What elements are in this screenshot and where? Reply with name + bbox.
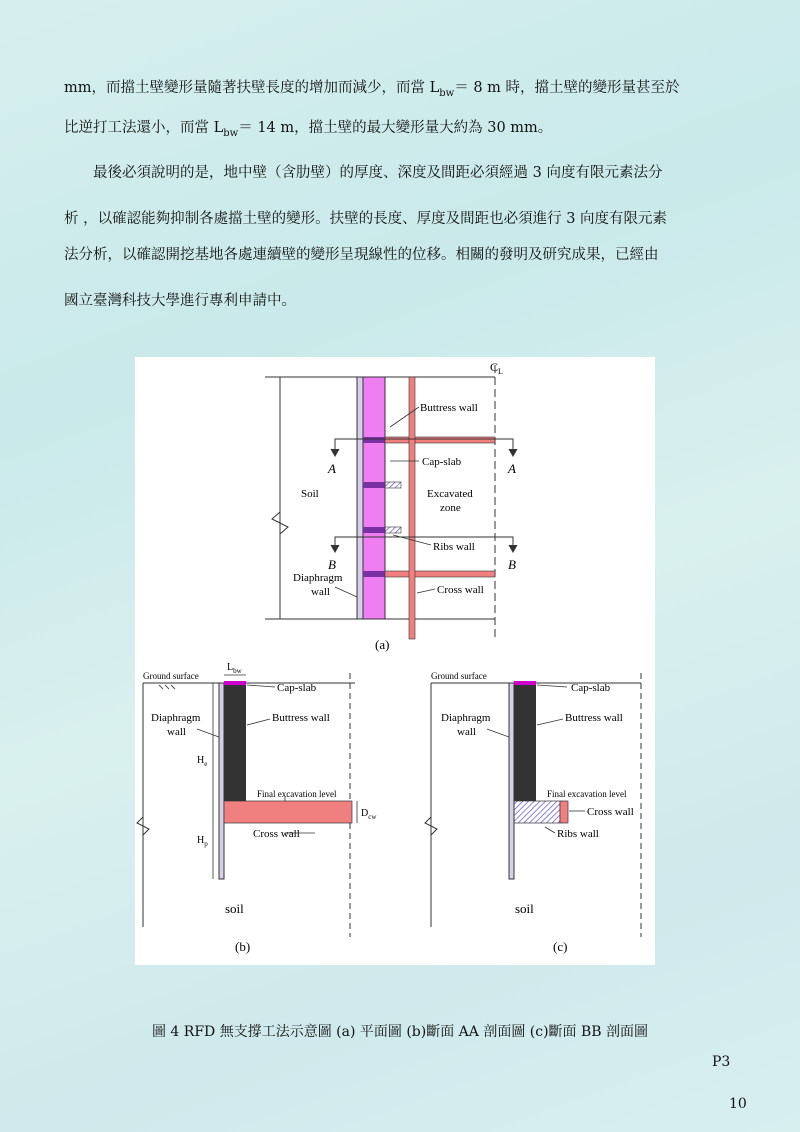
cap-slab-a3: [363, 527, 385, 533]
final-excavation-c: Final excavation level: [547, 789, 627, 799]
he-dim: $H_e$: [197, 755, 208, 768]
hp-dim: $H_p$: [197, 835, 208, 848]
diaphragm-wall-a: [357, 377, 363, 619]
section-b-right: B: [508, 557, 516, 572]
body-line-1: [64, 78, 736, 104]
label-capslab-a: Cap-slab: [422, 456, 462, 468]
label-diaphragm-c1: Diaphragm: [441, 712, 491, 724]
figure-caption: 圖 4 RFD 無支撐工法示意圖 (a) 平面圖 (b)斷面 AA 剖面圖 (c)斷面 BB 剖面圖: [151, 1024, 649, 1040]
cap-slab-a2: [363, 482, 385, 488]
buttress-wall-a: [363, 377, 385, 619]
centerline-a: $C_L$: [490, 360, 503, 376]
body-line-6: 國立臺灣科技大學進行專利申請中。: [64, 293, 296, 309]
body-line-5: 法分析，以確認開挖基地各處連續壁的變形呈現線性的位移。相關的發明及研究成果，已經由: [64, 247, 659, 263]
lbw-subscript: bw: [223, 127, 239, 139]
section-a-left: A: [328, 461, 336, 476]
buttress-spine-a: [409, 377, 415, 639]
label-buttress-c: Buttress wall: [565, 712, 623, 724]
lbw-dim: $L_{bw}$: [227, 662, 242, 675]
body-line-1-a: mm，而擋土壁變形量隨著扶壁長度的增加而減少，而當 L: [64, 80, 440, 96]
cap-slab-a1: [363, 437, 385, 443]
figure-c-label: (c): [553, 939, 568, 954]
label-capslab-c: Cap-slab: [571, 682, 611, 694]
figure-4-drawing: [135, 357, 655, 965]
cross-wall-a1: [385, 437, 495, 443]
body-line-2-a: 比逆打工法還小，而當 L: [64, 120, 224, 136]
buttress-wall-c: [514, 683, 536, 801]
label-ribs-a: Ribs wall: [433, 541, 475, 553]
ribs-wall-a2: [385, 527, 401, 533]
ground-surface-b: Ground surface: [143, 671, 199, 681]
page-code: P3: [712, 1054, 731, 1070]
page-number: 10: [729, 1096, 747, 1112]
label-cross-b: Cross wall: [253, 828, 300, 840]
section-b-left: B: [328, 557, 336, 572]
section-a-right: A: [508, 461, 516, 476]
lbw-subscript: bw: [439, 87, 455, 99]
diaphragm-wall-b: [219, 683, 224, 879]
ribs-wall-a1: [385, 482, 401, 488]
label-cross-c: Cross wall: [587, 806, 634, 818]
cap-slab-c: [514, 681, 536, 685]
body-line-2-b: ＝ 14 m，擋土壁的最大變形量大約為 30 mm。: [238, 120, 553, 136]
label-excavated-2: zone: [440, 502, 461, 514]
label-ribs-c: Ribs wall: [557, 828, 599, 840]
cap-slab-a4: [363, 571, 385, 577]
label-capslab-b: Cap-slab: [277, 682, 317, 694]
label-soil-c: soil: [515, 901, 534, 916]
dcw-dim: $D_{cw}$: [361, 808, 377, 821]
label-diaphragm-a1: Diaphragm: [293, 572, 343, 584]
label-buttress-b: Buttress wall: [272, 712, 330, 724]
label-diaphragm-b2: wall: [167, 726, 186, 738]
label-excavated-1: Excavated: [427, 488, 473, 500]
diaphragm-wall-c: [509, 683, 514, 879]
ground-surface-c: Ground surface: [431, 671, 487, 681]
label-cross-a: Cross wall: [437, 584, 484, 596]
body-line-2: [64, 118, 736, 144]
label-soil-b: soil: [225, 901, 244, 916]
figure-4: [135, 357, 655, 965]
label-diaphragm-a2: wall: [311, 586, 330, 598]
figure-b-label: (b): [235, 939, 251, 954]
cap-slab-b: [224, 681, 246, 685]
label-soil-a: Soil: [301, 488, 319, 500]
cross-wall-c: [560, 801, 568, 823]
cross-wall-a2: [385, 571, 495, 577]
label-diaphragm-b1: Diaphragm: [151, 712, 201, 724]
body-line-3: 最後必須說明的是，地中壁（含肋壁）的厚度、深度及間距必須經過 3 向度有限元素法分: [93, 165, 663, 181]
final-excavation-b: Final excavation level: [257, 789, 337, 799]
ribs-wall-c: [514, 801, 560, 823]
figure-a-label: (a): [375, 637, 390, 652]
body-line-4: 析 ，以確認能夠抑制各處擋土壁的變形。扶壁的長度、厚度及間距也必須進行 3 向度有限元素: [64, 211, 668, 227]
label-buttress-a: Buttress wall: [420, 402, 478, 414]
cross-wall-b: [224, 801, 352, 823]
buttress-wall-b: [224, 683, 246, 801]
body-line-1-b: ＝ 8 m 時，擋土壁的變形量甚至於: [454, 80, 680, 96]
label-diaphragm-c2: wall: [457, 726, 476, 738]
